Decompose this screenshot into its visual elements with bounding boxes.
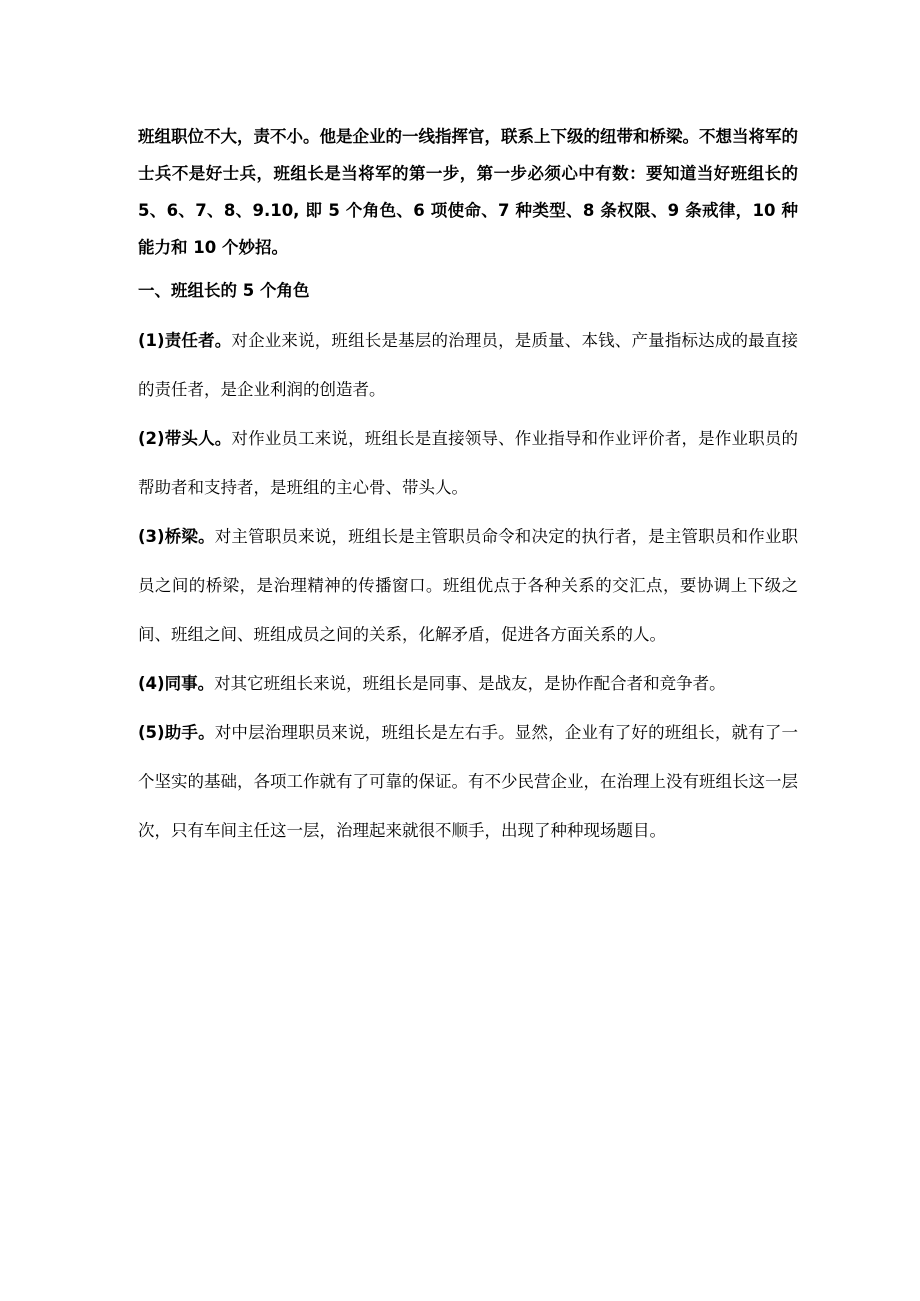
intro-paragraph: 班组职位不大，责不小。他是企业的一线指挥官，联系上下级的纽带和桥梁。不想当将军的士兵不是好士兵，班组长是当将军的第一步，第一步必须心中有数：要知道当好班组长的 5、6、7、8、9.10, 即 5 个角色、6 项使命、7 种类型、8 条权限、9 条戒律，10 种能力和 10 个妙招。 xyxy=(138,127,798,257)
role-term: (4)同事。 xyxy=(138,674,215,693)
document-page xyxy=(138,118,798,855)
role-paragraph-2 xyxy=(138,414,798,512)
role-text: 对企业来说，班组长是基层的治理员，是质量、本钱、产量指标达成的最直接的责任者，是企业利润的创造者。 xyxy=(138,331,798,399)
role-paragraph-1 xyxy=(138,316,798,414)
role-term: (5)助手。 xyxy=(138,723,215,742)
role-paragraph-3 xyxy=(138,512,798,659)
role-term: (1)责任者。 xyxy=(138,331,232,350)
role-text: 对其它班组长来说，班组长是同事、是战友，是协作配合者和竞争者。 xyxy=(214,674,726,693)
role-paragraph-4 xyxy=(138,659,798,708)
role-text: 对作业员工来说，班组长是直接领导、作业指导和作业评价者，是作业职员的帮助者和支持者，是班组的主心骨、带头人。 xyxy=(138,429,798,497)
role-term: (3)桥梁。 xyxy=(138,527,215,546)
role-text: 对主管职员来说，班组长是主管职员命令和决定的执行者，是主管职员和作业职员之间的桥梁，是治理精神的传播窗口。班组优点于各种关系的交汇点，要协调上下级之间、班组之间、班组成员之间的关系，化解矛盾，促进各方面关系的人。 xyxy=(138,527,798,644)
role-term: (2)带头人。 xyxy=(138,429,232,448)
role-text: 对中层治理职员来说，班组长是左右手。显然，企业有了好的班组长，就有了一个坚实的基础，各项工作就有了可靠的保证。有不少民营企业，在治理上没有班组长这一层次，只有车间主任这一层，治理起来就很不顺手，出现了种种现场题目。 xyxy=(138,723,798,840)
section-heading: 一、班组长的 5 个角色 xyxy=(138,281,310,300)
role-paragraph-5 xyxy=(138,708,798,855)
